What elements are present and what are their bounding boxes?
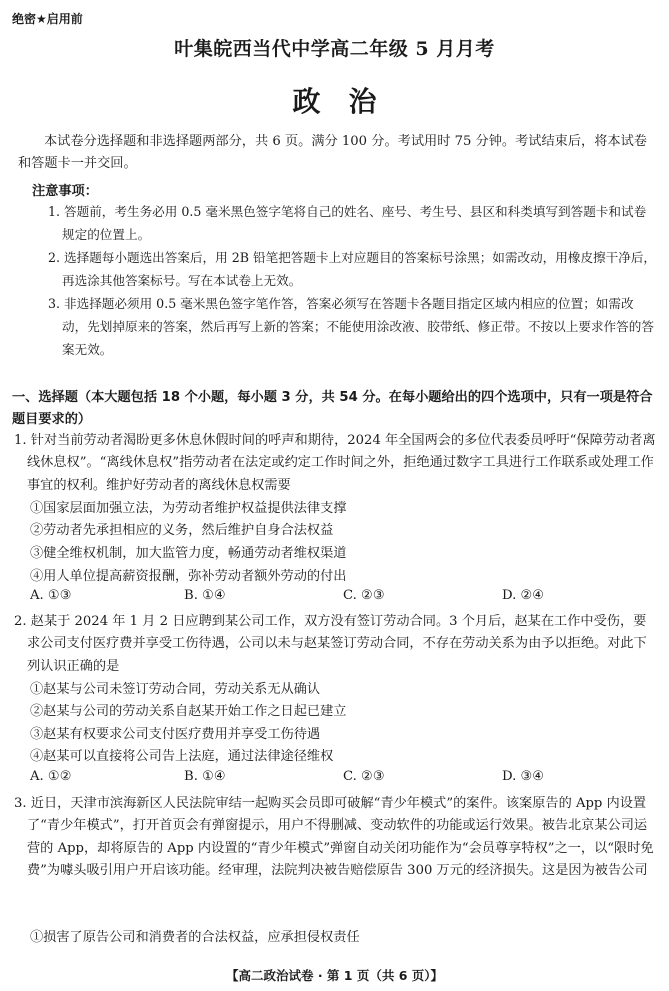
- choice-c: C. ②③: [343, 769, 385, 784]
- question-2-option: ②赵某与公司的劳动关系自赵某开始工作之日起已建立: [30, 704, 347, 719]
- page-footer: 【高二政治试卷 · 第 1 页（共 6 页）】: [225, 968, 443, 983]
- question-2-option: ①赵某与公司未签订劳动合同，劳动关系无从确认: [30, 682, 321, 697]
- notes-title: 注意事项：: [32, 184, 98, 199]
- choice-b: B. ①④: [184, 769, 226, 784]
- note-item: 1. 答题前，考生务必用 0.5 毫米黑色签字笔将自己的姓名、座号、考生号、县区和科类填写到答题卡和试卷规定的位置上。: [48, 204, 647, 242]
- question-1-stem: 1. 针对当前劳动者渴盼更多休息休假时间的呼声和期待，2024 年全国两会的多位代表委员呼吁“保障劳动者离线休息权”。“离线休息权”指劳动者在法定或约定工作时间之外，拒绝通过数字工具进行工作联系或处理工作事宜的权利。维护好劳动者的离线休息权需要: [14, 433, 656, 493]
- question-1-option: ②劳动者先承担相应的义务，然后维护自身合法权益: [30, 523, 334, 538]
- exam-intro: 本试卷分选择题和非选择题两部分，共 6 页。满分 100 分。考试用时 75 分钟。考试结束后，将本试卷和答题卡一并交回。: [18, 134, 647, 171]
- question-2-choices: [30, 769, 650, 791]
- question-1-option: ①国家层面加强立法，为劳动者维护权益提供法律支撑: [30, 501, 347, 516]
- note-item: 2. 选择题每小题选出答案后，用 2B 铅笔把答题卡上对应题目的答案标号涂黑；如需改动，用橡皮擦干净后，再选涂其他答案标号。写在本试卷上无效。: [48, 250, 657, 288]
- question-1-choices: [30, 588, 650, 610]
- choice-d: D. ②④: [502, 588, 545, 603]
- question-2-option: ③赵某有权要求公司支付医疗费用并享受工伤待遇: [30, 727, 321, 742]
- question-1-option: ④用人单位提高薪资报酬，弥补劳动者额外劳动的付出: [30, 569, 347, 584]
- question-2-stem: 2. 赵某于 2024 年 1 月 2 日应聘到某公司工作，双方没有签订劳动合同。3 个月后，赵某在工作中受伤，要求公司支付医疗费并享受工伤待遇，公司以未与赵某签订劳动合同，不存在劳动关系为由予以拒绝。对此下列认识正确的是: [14, 614, 647, 674]
- question-1-option: ③健全维权机制，加大监管力度，畅通劳动者维权渠道: [30, 546, 347, 561]
- confidential-label: 绝密★启用前: [12, 12, 83, 26]
- subject-title: 政治: [292, 85, 405, 118]
- exam-title: 叶集皖西当代中学高二年级 5 月月考: [174, 38, 495, 60]
- section-heading: 一、选择题（本大题包括 18 个小题，每小题 3 分，共 54 分。在每小题给出的四个选项中，只有一项是符合题目要求的）: [12, 390, 653, 427]
- choice-c: C. ②③: [343, 588, 385, 603]
- choice-b: B. ①④: [184, 588, 226, 603]
- choice-a: A. ①②: [30, 769, 72, 784]
- note-item: 3. 非选择题必须用 0.5 毫米黑色签字笔作答，答案必须写在答题卡各题目指定区域内相应的位置；如需改动，先划掉原来的答案，然后再写上新的答案；不能使用涂改液、胶带纸、修正带。不按以上要求作答的答案无效。: [48, 296, 654, 357]
- choice-d: D. ③④: [502, 769, 545, 784]
- choice-a: A. ①③: [30, 588, 72, 603]
- question-3-stem: 3. 近日，天津市滨海新区人民法院审结一起购买会员即可破解“青少年模式”的案件。该案原告的 App 内设置了“青少年模式”，打开首页会有弹窗提示，用户不得删减、变动软件的功能或运行效果。被告北京某公司运营的 App，却将原告的 App 内设置的“青少年模式”弹窗自动关闭功能作为“会员尊享特权”之一，以“限时免费”为噱头吸引用户开启该功能。经审理，法院判决被告赔偿原告 300 万元的经济损失。这是因为被告公司: [14, 796, 654, 878]
- question-2-option: ④赵某可以直接将公司告上法庭，通过法律途径维权: [30, 749, 334, 764]
- question-3-option: ①损害了原告公司和消费者的合法权益，应承担侵权责任: [30, 930, 360, 945]
